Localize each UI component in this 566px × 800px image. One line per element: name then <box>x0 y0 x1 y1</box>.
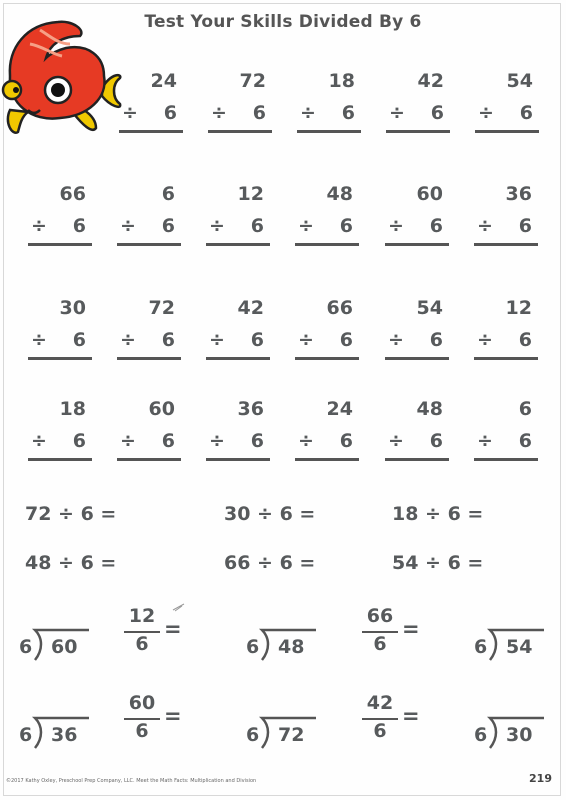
dividend: 24 <box>326 398 353 420</box>
division-sign: ÷ <box>298 430 314 452</box>
division-sign: ÷ <box>388 215 404 237</box>
vertical-division-problem <box>117 297 181 359</box>
divisor: 6 <box>429 329 443 351</box>
fraction-problem <box>360 692 430 742</box>
answer-line <box>385 243 449 246</box>
fraction-problem <box>122 692 192 742</box>
long-division-problem <box>246 716 318 750</box>
answer-line <box>206 243 270 246</box>
horizontal-problem: 54 ÷ 6 = <box>392 552 484 574</box>
long-division-divisor: 6 <box>19 724 33 746</box>
division-sign: ÷ <box>209 329 225 351</box>
long-division-divisor: 6 <box>474 724 488 746</box>
division-sign: ÷ <box>122 102 138 124</box>
fraction-problem <box>360 605 430 655</box>
horizontal-problem: 66 ÷ 6 = <box>224 552 316 574</box>
vertical-division-problem <box>119 70 183 132</box>
divisor: 6 <box>429 430 443 452</box>
vertical-division-problem <box>117 398 181 460</box>
divisor: 6 <box>519 102 533 124</box>
long-division-problem <box>19 628 91 662</box>
answer-line <box>474 357 538 360</box>
dividend: 18 <box>59 398 86 420</box>
vertical-division-problem <box>206 297 270 359</box>
dividend: 66 <box>59 183 86 205</box>
answer-line <box>28 357 92 360</box>
vertical-division-problem <box>474 398 538 460</box>
horizontal-problem: 48 ÷ 6 = <box>25 552 117 574</box>
division-sign: ÷ <box>389 102 405 124</box>
long-division-problem <box>474 716 546 750</box>
answer-line <box>385 458 449 461</box>
vertical-division-problem <box>28 183 92 245</box>
divisor: 6 <box>250 215 264 237</box>
division-sign: ÷ <box>120 329 136 351</box>
divisor: 6 <box>161 215 175 237</box>
division-sign: ÷ <box>298 329 314 351</box>
answer-line <box>117 357 181 360</box>
divisor: 6 <box>339 430 353 452</box>
fraction-numerator: 60 <box>128 692 156 714</box>
vertical-division-problem <box>117 183 181 245</box>
vertical-division-problem <box>385 297 449 359</box>
divisor: 6 <box>72 215 86 237</box>
long-division-divisor: 6 <box>246 724 260 746</box>
vertical-division-problem <box>295 398 359 460</box>
vertical-division-problem <box>28 398 92 460</box>
dividend: 36 <box>237 398 264 420</box>
answer-line <box>117 458 181 461</box>
division-sign: ÷ <box>31 215 47 237</box>
division-sign: ÷ <box>120 430 136 452</box>
division-sign: ÷ <box>209 215 225 237</box>
long-division-divisor: 6 <box>474 636 488 658</box>
vertical-division-problem <box>475 70 539 132</box>
division-sign: ÷ <box>120 215 136 237</box>
divisor: 6 <box>518 215 532 237</box>
page-title: Test Your Skills Divided By 6 <box>144 12 422 32</box>
long-division-problem <box>474 628 546 662</box>
vertical-division-problem <box>386 70 450 132</box>
fraction-denominator: 6 <box>135 720 149 742</box>
vertical-division-problem <box>474 297 538 359</box>
long-division-dividend: 60 <box>51 636 78 658</box>
divisor: 6 <box>72 430 86 452</box>
answer-line <box>297 130 361 133</box>
dividend: 60 <box>148 398 175 420</box>
long-division-dividend: 48 <box>278 636 305 658</box>
fraction-equals: = <box>402 617 420 641</box>
vertical-division-problem <box>474 183 538 245</box>
divisor: 6 <box>429 215 443 237</box>
division-sign: ÷ <box>31 430 47 452</box>
divisor: 6 <box>518 329 532 351</box>
divisor: 6 <box>250 430 264 452</box>
fraction-denominator: 6 <box>373 720 387 742</box>
horizontal-problem: 30 ÷ 6 = <box>224 503 316 525</box>
dividend: 54 <box>506 70 533 92</box>
fraction-problem <box>122 605 192 655</box>
answer-line <box>295 458 359 461</box>
fraction-denominator: 6 <box>135 633 149 655</box>
divisor: 6 <box>72 329 86 351</box>
answer-line <box>28 243 92 246</box>
vertical-division-problem <box>208 70 272 132</box>
dividend: 72 <box>148 297 175 319</box>
vertical-division-problem <box>28 297 92 359</box>
divisor: 6 <box>250 329 264 351</box>
dividend: 12 <box>237 183 264 205</box>
dividend: 42 <box>237 297 264 319</box>
answer-line <box>474 458 538 461</box>
vertical-division-problem <box>297 70 361 132</box>
divisor: 6 <box>252 102 266 124</box>
divisor: 6 <box>518 430 532 452</box>
division-sign: ÷ <box>477 329 493 351</box>
vertical-division-problem <box>206 398 270 460</box>
fraction-numerator: 12 <box>128 605 156 627</box>
dividend: 12 <box>505 297 532 319</box>
division-sign: ÷ <box>298 215 314 237</box>
vertical-division-problem <box>385 183 449 245</box>
page-number: 219 <box>529 772 552 785</box>
division-sign: ÷ <box>31 329 47 351</box>
long-division-problem <box>19 716 91 750</box>
horizontal-problem: 18 ÷ 6 = <box>392 503 484 525</box>
long-division-divisor: 6 <box>246 636 260 658</box>
fish-mascot-icon <box>0 14 126 138</box>
dividend: 72 <box>239 70 266 92</box>
answer-line <box>475 130 539 133</box>
answer-line <box>119 130 183 133</box>
dividend: 30 <box>59 297 86 319</box>
dividend: 42 <box>417 70 444 92</box>
answer-line <box>295 357 359 360</box>
answer-line <box>208 130 272 133</box>
horizontal-problem: 72 ÷ 6 = <box>25 503 117 525</box>
divisor: 6 <box>339 329 353 351</box>
division-sign: ÷ <box>209 430 225 452</box>
fraction-numerator: 66 <box>366 605 394 627</box>
dividend: 48 <box>326 183 353 205</box>
vertical-division-problem <box>385 398 449 460</box>
fraction-denominator: 6 <box>373 633 387 655</box>
fraction-numerator: 42 <box>366 692 394 714</box>
answer-line <box>117 243 181 246</box>
answer-line <box>386 130 450 133</box>
long-division-problem <box>246 628 318 662</box>
fraction-equals: = <box>164 704 182 728</box>
dividend: 48 <box>416 398 443 420</box>
division-sign: ÷ <box>477 215 493 237</box>
dividend: 36 <box>505 183 532 205</box>
vertical-division-problem <box>295 297 359 359</box>
long-division-dividend: 36 <box>51 724 78 746</box>
divisor: 6 <box>161 430 175 452</box>
fraction-equals: = <box>164 617 182 641</box>
vertical-division-problem <box>206 183 270 245</box>
vertical-division-problem <box>295 183 359 245</box>
dividend: 6 <box>518 398 532 420</box>
dividend: 54 <box>416 297 443 319</box>
divisor: 6 <box>339 215 353 237</box>
long-division-divisor: 6 <box>19 636 33 658</box>
answer-line <box>295 243 359 246</box>
copyright-text: ©2017 Kathy Oxley, Preschool Prep Company, LLC. Meet the Math Facts: Multiplication and Division <box>6 778 257 784</box>
divisor: 6 <box>163 102 177 124</box>
division-sign: ÷ <box>388 329 404 351</box>
dividend: 66 <box>326 297 353 319</box>
division-sign: ÷ <box>388 430 404 452</box>
long-division-dividend: 54 <box>506 636 533 658</box>
answer-line <box>474 243 538 246</box>
dividend: 6 <box>161 183 175 205</box>
answer-line <box>206 458 270 461</box>
division-sign: ÷ <box>300 102 316 124</box>
answer-line <box>206 357 270 360</box>
answer-line <box>28 458 92 461</box>
fraction-equals: = <box>402 704 420 728</box>
divisor: 6 <box>341 102 355 124</box>
division-sign: ÷ <box>477 430 493 452</box>
long-division-dividend: 30 <box>506 724 533 746</box>
dividend: 24 <box>150 70 177 92</box>
long-division-dividend: 72 <box>278 724 305 746</box>
answer-line <box>385 357 449 360</box>
pencil-mark-icon <box>172 602 186 612</box>
dividend: 18 <box>328 70 355 92</box>
division-sign: ÷ <box>211 102 227 124</box>
division-sign: ÷ <box>478 102 494 124</box>
dividend: 60 <box>416 183 443 205</box>
divisor: 6 <box>161 329 175 351</box>
divisor: 6 <box>430 102 444 124</box>
